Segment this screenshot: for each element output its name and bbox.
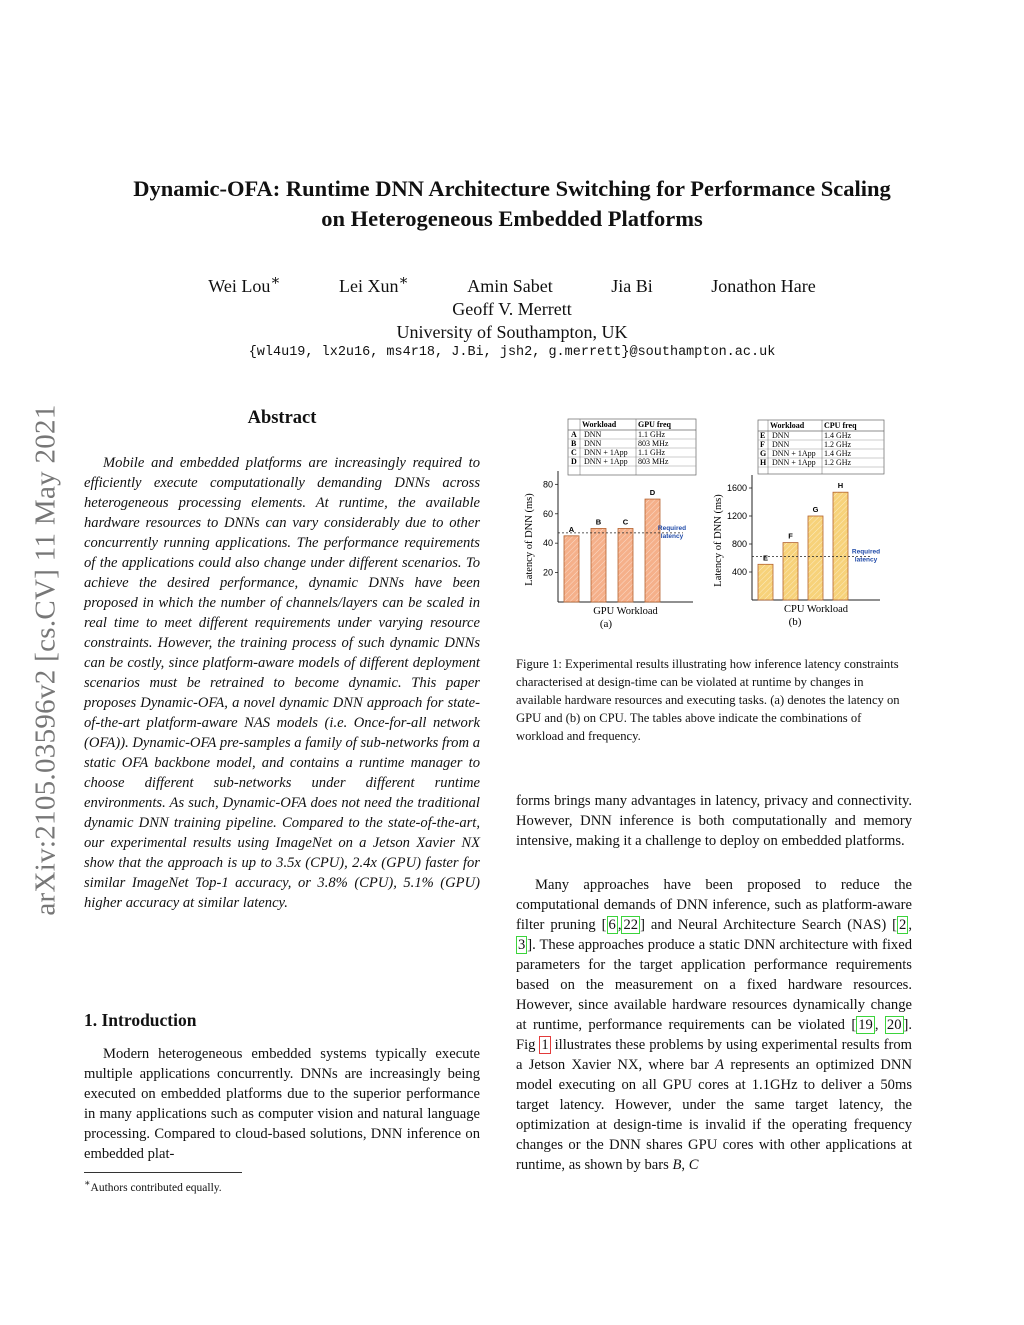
svg-text:H: H: [760, 458, 767, 467]
required-latency-label: Required: [851, 548, 881, 556]
svg-text:DNN: DNN: [772, 440, 790, 449]
svg-text:D: D: [571, 457, 577, 466]
author-emails: {wl4u19, lx2u16, ms4r18, J.Bi, jsh2, g.merrett}@southampton.ac.uk: [248, 345, 776, 360]
workload-table-gpu: [568, 419, 696, 475]
y-axis-label: Latency of DNN (ms): [713, 494, 724, 587]
bar-label: F: [788, 531, 793, 541]
required-latency-label: latency: [660, 532, 684, 540]
y-tick-label: 1600: [726, 483, 747, 493]
required-latency-label: latency: [854, 556, 878, 564]
arxiv-identifier: [18, 345, 74, 975]
right-column-paragraph-1: forms brings many advantages in latency, privacy and connectivity. However, DNN inference is both computationally and memory intensive, making it a challenge to deploy on embedded platforms.: [516, 793, 912, 849]
right-column-paragraph-2: Many approaches have been proposed to reduce the computational demands of DNN inference, such as platform-aware filter pruning [ 6 , 22 ] and Neural Architecture Search (NAS) [ 2 , 3 ]. These approaches produce a static DNN architecture with fixed parameters for the target application performance requirements based on the measurement on a fixed hardware resources. However, since available hardware resources dynamically change at runtime, performance requirements can be violated [ 19 , 20 ]. Fig 1 illustrates these problems by using experimental results from a Jetson Xavier NX, where bar A represents an optimized DNN model executing on all GPU cores at 1.1GHz to deliver a 50ms target latency. However, under the same target latency, the optimization at design-time is invalid if the operating frequency changes or the DNN shares GPU cores with other applications at runtime, as shown by bars B, C: [516, 877, 913, 1173]
svg-text:1.4 GHz: 1.4 GHz: [824, 431, 852, 440]
svg-text:1.1 GHz: 1.1 GHz: [638, 448, 666, 457]
figure-reference-link[interactable]: 1: [541, 1037, 549, 1053]
svg-text:B: B: [571, 439, 577, 448]
bar-B: [591, 528, 606, 602]
bar-label: A: [568, 524, 575, 534]
svg-text:DNN: DNN: [584, 430, 602, 439]
abstract-text: Mobile and embedded platforms are increasingly required to efficiently execute computationally demanding DNNs across heterogeneous processing elements. At runtime, the available hardware resources to DNNs can vary considerably due to other concurrently running applications. The performance requirements of the applications could also change under different scenarios. To achieve the desired performance, dynamic DNNs have been proposed in which the number of channels/layers can be scaled in real time to meet different requirements under varying resource constraints. However, the training process of such dynamic DNNs can be costly, since platform-aware models of different deployment scenarios must be retrained to become dynamic. This paper proposes Dynamic-OFA, a novel dynamic DNN approach for state-of-the-art platform-aware NAS models (i.e. Once-for-all network (OFA)). Dynamic-OFA pre-samples a family of sub-networks from a static OFA backbone model, and contains a runtime manager to choose different sub-networks under different runtime environments. As such, Dynamic-OFA does not need the traditional dynamic DNN training pipeline. Compared to the state-of-the-art, our experimental results using ImageNet on a Jetson Xavier NX show that the approach is up to 3.5x (CPU), 2.4x (GPU) faster for similar ImageNet Top-1 accuracy, or 3.8% (CPU), 5.1% (GPU) higher accuracy at similar latency.: [84, 455, 480, 911]
figure-caption: Figure 1: Experimental results illustrating how inference latency constraints characterised at design-time can be violated at runtime by changes in available hardware resources and executing tasks. (a) denotes the latency on GPU and (b) on CPU. The tables above indicate the combinations of workload and frequency.: [516, 657, 900, 743]
y-tick-label: 800: [731, 539, 747, 549]
footnote: ∗Authors contributed equally.: [84, 1178, 222, 1194]
y-tick-label: 40: [542, 538, 553, 549]
title-line-2: on Heterogeneous Embedded Platforms: [321, 206, 703, 231]
author-name: Amin Sabet: [467, 276, 553, 296]
y-tick-label: 20: [542, 567, 553, 578]
abstract-heading: Abstract: [247, 408, 317, 428]
workload-table-cpu: [758, 420, 884, 474]
svg-text:1.1 GHz: 1.1 GHz: [638, 430, 666, 439]
author-block: [60, 270, 964, 344]
svg-text:DNN: DNN: [772, 431, 790, 440]
y-axis-label: Latency of DNN (ms): [524, 493, 535, 586]
paper-title: [60, 174, 964, 234]
arxiv-identifier-text: arXiv:2105.03596v2 [cs.CV] 11 May 2021: [29, 404, 62, 916]
bar-C: [618, 528, 633, 602]
svg-text:DNN + 1App: DNN + 1App: [772, 458, 816, 467]
y-tick-label: 80: [542, 479, 553, 490]
subfigure-label-a: (a): [599, 618, 613, 630]
svg-text:1.2 GHz: 1.2 GHz: [824, 458, 852, 467]
table-header: Workload: [582, 420, 617, 429]
introduction-text: Modern heterogeneous embedded systems typically execute multiple applications concurrently. DNNs are increasingly being executed on embedded platforms due to the superior performance in many applications such as computer vision and natural language processing. Compared to cloud-based solutions, DNN inference on embedded plat-: [84, 1046, 480, 1162]
figure-1: [516, 412, 916, 648]
table-header: GPU freq: [638, 420, 671, 429]
author-name: Wei Lou∗: [208, 273, 281, 296]
bar-label: H: [837, 481, 844, 491]
chart-gpu-latency: [524, 419, 696, 617]
svg-text:1.4 GHz: 1.4 GHz: [824, 449, 852, 458]
svg-text:1.2 GHz: 1.2 GHz: [824, 440, 852, 449]
svg-text:803 MHz: 803 MHz: [638, 439, 669, 448]
x-axis-label: CPU Workload: [783, 604, 849, 615]
svg-text:803 MHz: 803 MHz: [638, 457, 669, 466]
citation-link[interactable]: 22: [623, 917, 639, 933]
y-tick-label: 60: [542, 508, 553, 519]
svg-text:G: G: [760, 449, 767, 458]
subfigure-label-b: (b): [788, 616, 802, 628]
author-name: Jia Bi: [611, 276, 653, 296]
svg-text:DNN + 1App: DNN + 1App: [772, 449, 816, 458]
chart-cpu-latency: [713, 420, 884, 615]
citation-link[interactable]: 2: [899, 917, 907, 933]
footnote-rule: [84, 1172, 242, 1173]
author-name: Jonathon Hare: [711, 276, 816, 296]
svg-text:A: A: [571, 430, 577, 439]
bar-F: [783, 543, 798, 600]
svg-text:E: E: [760, 431, 766, 440]
table-header: Workload: [770, 421, 805, 430]
citation-link[interactable]: 6: [608, 917, 616, 933]
author-name: Geoff V. Merrett: [452, 299, 572, 319]
svg-text:DNN + 1App: DNN + 1App: [584, 457, 628, 466]
required-latency-label: Required: [657, 524, 687, 532]
author-name: Lei Xun∗: [339, 273, 409, 296]
svg-text:C: C: [571, 448, 577, 457]
affiliation: University of Southampton, UK: [396, 322, 628, 342]
svg-text:DNN + 1App: DNN + 1App: [584, 448, 628, 457]
table-header: CPU freq: [824, 421, 857, 430]
bar-E: [758, 564, 773, 600]
citation-link[interactable]: 3: [518, 937, 526, 953]
svg-text:DNN: DNN: [584, 439, 602, 448]
y-tick-label: 1200: [726, 511, 747, 521]
title-line-1: Dynamic-OFA: Runtime DNN Architecture Switching for Performance Scaling: [133, 176, 891, 201]
author-row: [60, 270, 964, 298]
bar-label: B: [595, 517, 602, 527]
y-tick-label: 400: [731, 567, 747, 577]
section-heading-introduction: 1. Introduction: [84, 1010, 197, 1030]
citation-link[interactable]: 20: [886, 1017, 902, 1033]
citation-link[interactable]: 19: [858, 1017, 873, 1033]
bar-label: G: [812, 505, 819, 514]
bar-label: C: [622, 517, 629, 527]
svg-text:F: F: [760, 440, 765, 449]
bar-G: [808, 516, 823, 600]
bar-D: [645, 499, 660, 602]
bar-A: [564, 536, 579, 602]
bar-label: D: [649, 488, 656, 498]
x-axis-label: GPU Workload: [593, 606, 658, 617]
bar-label: E: [762, 553, 769, 563]
bar-H: [833, 492, 848, 600]
